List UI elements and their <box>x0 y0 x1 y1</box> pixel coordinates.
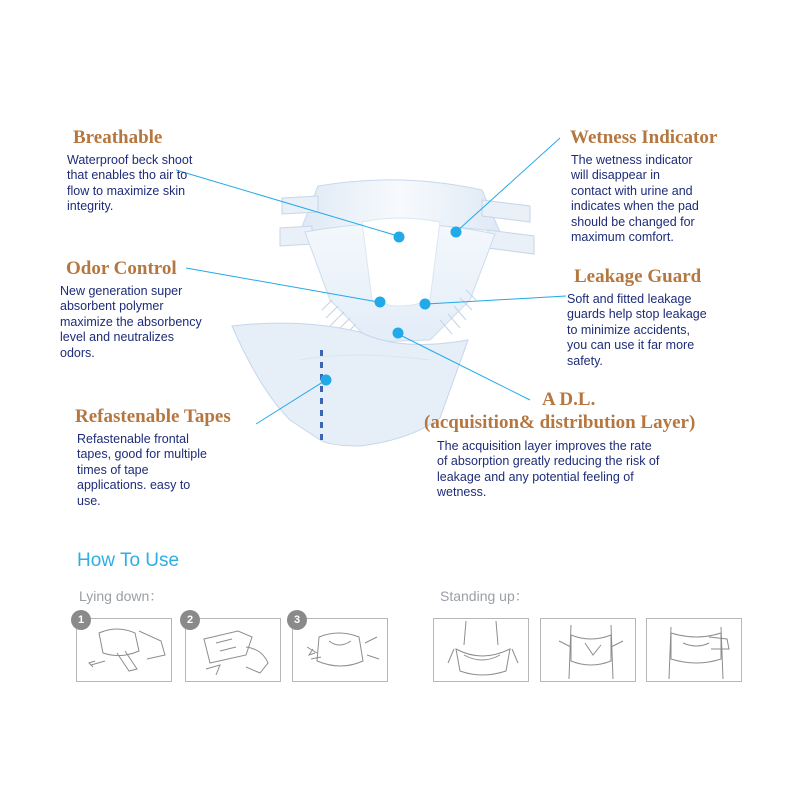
breathable-description <box>67 153 192 215</box>
odor-control-line: maximize the absorbency <box>60 314 202 329</box>
wetness-indicator-heading: Wetness Indicator <box>570 127 718 148</box>
step-number-badge: 3 <box>287 610 307 630</box>
standing-step-1 <box>433 618 529 682</box>
odor-control-heading: Odor Control <box>66 258 177 279</box>
lying-step-1 <box>76 614 172 682</box>
refastenable-line: applications. easy to <box>77 478 191 493</box>
refastenable-tapes-description <box>77 432 207 509</box>
leakage-line: Soft and fitted leakage <box>567 292 692 306</box>
adl-line: leakage and any potential feeling of <box>437 469 634 484</box>
refastenable-line: Refastenable frontal <box>77 432 189 446</box>
dot-odor <box>375 297 386 308</box>
adl-line: The acquisition layer improves the rate <box>437 439 652 453</box>
wetness-line: indicates when the pad <box>571 199 699 214</box>
dot-wetness <box>451 227 462 238</box>
dot-refastenable <box>321 375 332 386</box>
wetness-line: maximum comfort. <box>571 230 674 245</box>
adl-description <box>437 439 659 501</box>
refastenable-line: use. <box>77 493 101 508</box>
lying-step-3-illustration <box>293 619 389 683</box>
leakage-guard-description <box>567 292 707 369</box>
odor-control-line: level and neutralizes <box>60 330 174 345</box>
breathable-line: flow to maximize skin <box>67 183 186 198</box>
breathable-heading: Breathable <box>73 127 163 148</box>
leakage-guard-heading: Leakage Guard <box>574 266 702 287</box>
refastenable-line: tapes, good for multiple <box>77 447 207 462</box>
leakage-line: to minimize accidents, <box>567 322 690 337</box>
wetness-line: will disappear in <box>571 168 660 183</box>
refastenable-line: times of tape <box>77 462 149 477</box>
odor-control-description <box>60 284 202 361</box>
dot-adl <box>393 328 404 339</box>
odor-control-line: absorbent polymer <box>60 299 164 314</box>
adl-heading: A D.L. <box>542 389 596 410</box>
standing-up-label: Standing up： <box>440 588 529 604</box>
refastenable-tapes-heading: Refastenable Tapes <box>75 406 231 427</box>
wetness-line: The wetness indicator <box>571 153 693 167</box>
lying-down-label: Lying down： <box>79 588 164 604</box>
leakage-line: guards help stop leakage <box>567 307 707 322</box>
standing-step-2-illustration <box>541 619 637 683</box>
standing-step-3 <box>646 618 742 682</box>
standing-step-1-illustration <box>434 619 530 683</box>
dot-breathable <box>394 232 405 243</box>
adl-line: of absorption greatly reducing the risk of <box>437 454 660 469</box>
lying-step-2-illustration <box>186 619 282 683</box>
breathable-line: Waterproof beck shoot <box>67 153 193 167</box>
standing-step-2 <box>540 618 636 682</box>
lying-step-1-illustration <box>77 619 173 683</box>
adl-subheading: (acquisition& distribution Layer) <box>424 412 696 433</box>
breathable-line: that enables tho air to <box>67 168 188 183</box>
diaper-illustration <box>232 180 534 446</box>
adl-line: wetness. <box>437 485 487 500</box>
wetness-indicator-description <box>571 153 699 245</box>
dot-leakage <box>420 299 431 310</box>
standing-step-3-illustration <box>647 619 743 683</box>
lying-step-3 <box>292 614 388 682</box>
leakage-line: safety. <box>567 353 603 368</box>
lying-step-2 <box>185 614 281 682</box>
step-number-badge: 2 <box>180 610 200 630</box>
how-to-use-title: How To Use <box>77 550 180 571</box>
wetness-line: contact with urine and <box>571 183 693 198</box>
step-number-badge: 1 <box>71 610 91 630</box>
odor-control-line: odors. <box>60 345 95 360</box>
odor-control-line: New generation super <box>60 284 183 298</box>
breathable-line: integrity. <box>67 199 114 214</box>
leakage-line: you can use it far more <box>567 338 695 353</box>
wetness-line: should be changed for <box>571 214 695 229</box>
